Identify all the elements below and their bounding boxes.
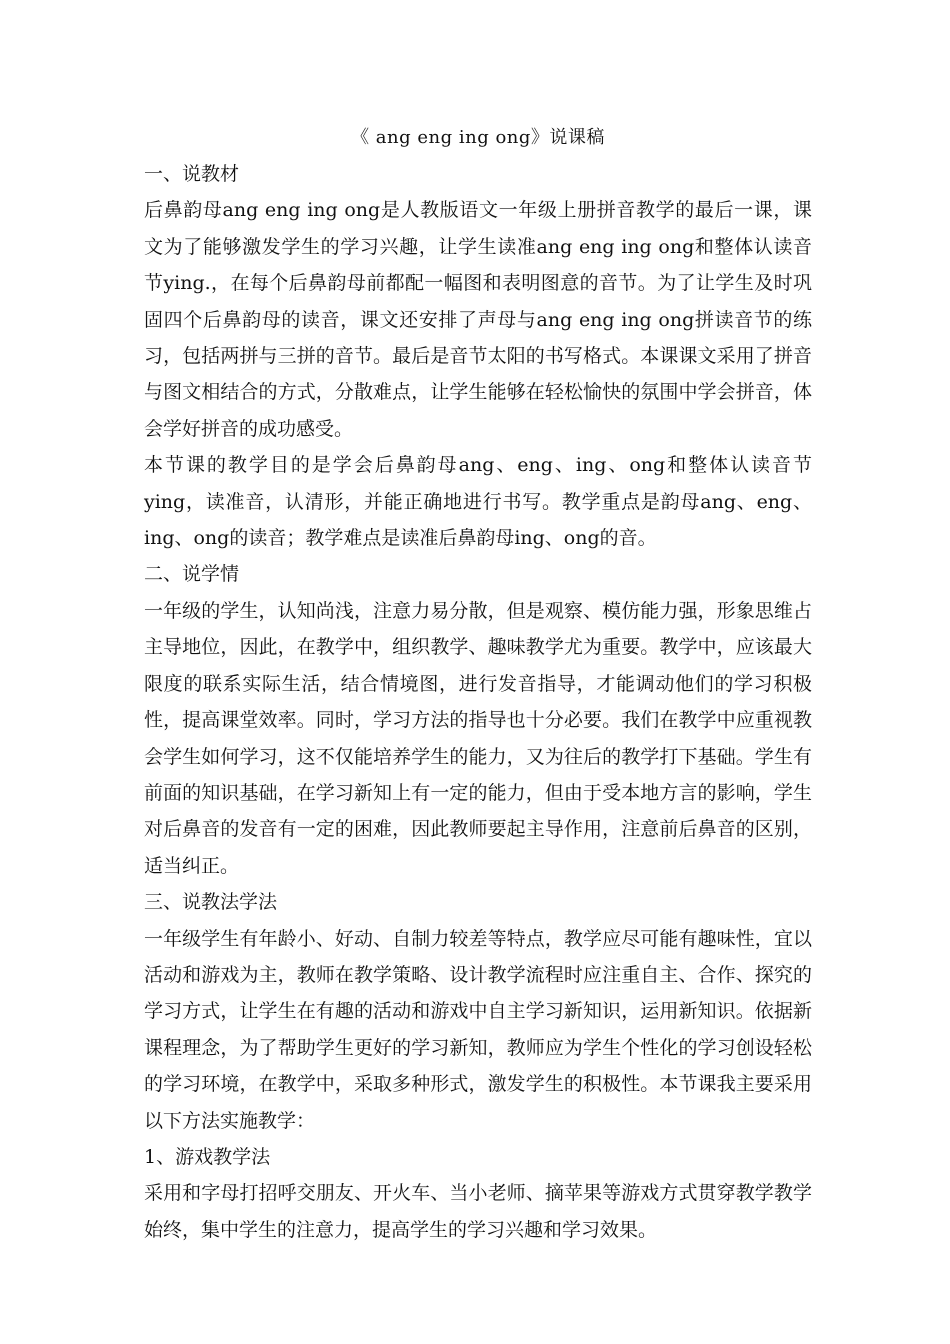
document-title: 《 ang eng ing ong》说课稿 [351,127,605,148]
paragraph-teaching-goals: 本节课的教学目的是学会后鼻韵母ang、eng、ing、ong和整体认读音节ying，读准音，认清形，并能正确地进行书写。教学重点是韵母ang、eng、ing、ong的读音；教学难点是读准后鼻韵母ing、ong的音。 [144,454,812,550]
section-heading-game-method: 1、游戏教学法 [144,1145,271,1168]
paragraph-students: 一年级的学生，认知尚浅，注意力易分散，但是观察、模仿能力强，形象思维占主导地位，因此，在教学中，组织教学、趣味教学尤为重要。教学中，应该最大限度的联系实际生活，结合情境图，进行发音指导，才能调动他们的学习积极性，提高课堂效率。同时，学习方法的指导也十分必要。我们在教学中应重视教会学生如何学习，这不仅能培养学生的能力，又为往后的教学打下基础。学生有前面的知识基础，在学习新知上有一定的能力，但由于受本地方言的影响，学生对后鼻音的发音有一定的困难，因此教师要起主导作用，注意前后鼻音的区别，适当纠正。 [144,599,812,877]
section-heading-students: 二、说学情 [144,563,240,586]
section-heading-methods: 三、说教法学法 [144,891,278,914]
paragraph-game-method: 采用和字母打招呼交朋友、开火车、当小老师、摘苹果等游戏方式贯穿教学教学始终，集中学生的注意力，提高学生的学习兴趣和学习效果。 [144,1182,812,1241]
paragraph-textbook-content: 后鼻韵母ang eng ing ong是人教版语文一年级上册拼音教学的最后一课，课文为了能够激发学生的学习兴趣，让学生读准ang eng ing ong和整体认读音节ying.，在每个后鼻韵母前都配一幅图和表明图意的音节。为了让学生及时巩固四个后鼻韵母的读音，课文还安排了声母与ang eng ing ong拼读音节的练习，包括两拼与三拼的音节。最后是音节太阳的书写格式。本课课文采用了拼音与图文相结合的方式，分散难点，让学生能够在轻松愉快的氛围中学会拼音，体会学好拼音的成功感受。 [144,199,812,440]
document-page [144,120,812,1248]
paragraph-methods: 一年级学生有年龄小、好动、自制力较差等特点，教学应尽可能有趣味性，宜以活动和游戏为主，教师在教学策略、设计教学流程时应注重自主、合作、探究的学习方式，让学生在有趣的活动和游戏中自主学习新知识，运用新知识。依据新课程理念，为了帮助学生更好的学习新知，教师应为学生个性化的学习创设轻松的学习环境，在教学中，采取多种形式，激发学生的积极性。本节课我主要采用以下方法实施教学： [144,927,812,1132]
section-heading-textbook: 一、说教材 [144,163,240,185]
